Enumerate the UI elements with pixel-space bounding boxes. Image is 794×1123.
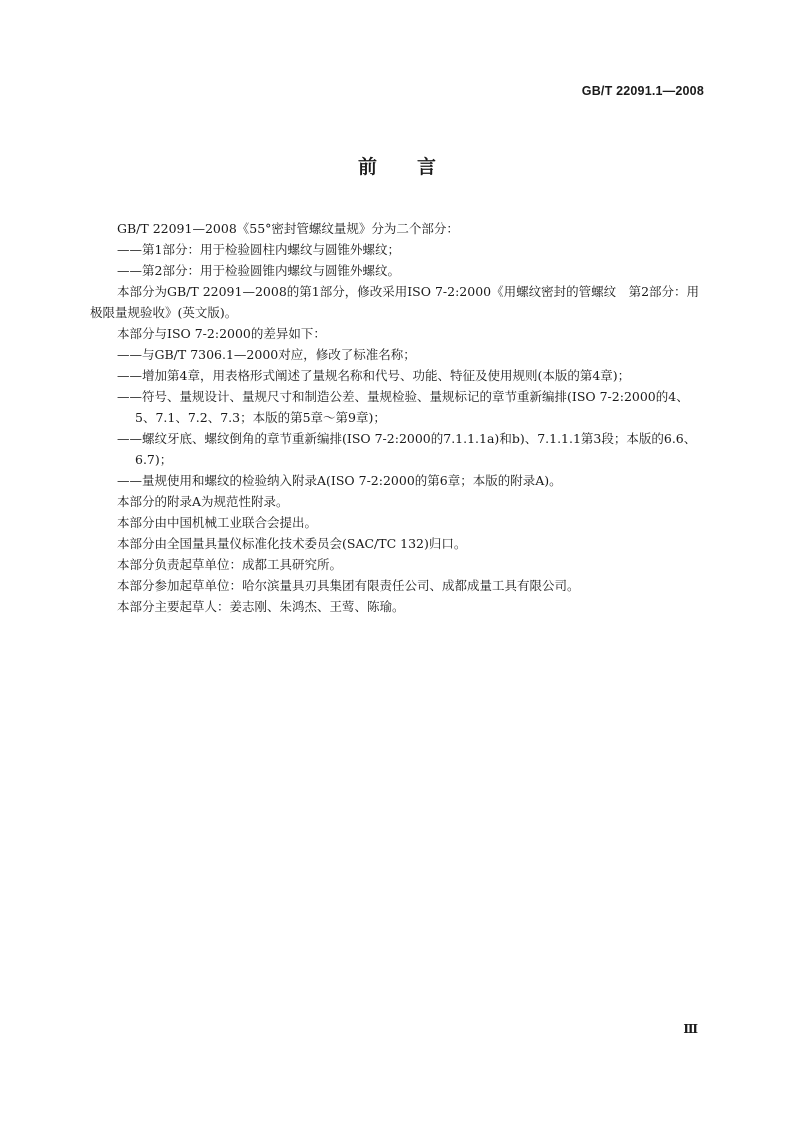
- paragraph-differences: 本部分与ISO 7-2:2000的差异如下：: [117, 326, 326, 341]
- page-number: Ⅲ: [683, 1022, 698, 1036]
- paragraph-drafting-unit: 本部分负责起草单位：成都工具研究所。: [117, 557, 343, 572]
- list-item-part1: ——第1部分：用于检验圆柱内螺纹与圆锥外螺纹；: [117, 242, 400, 257]
- list-item-part2: ——第2部分：用于检验圆锥内螺纹与圆锥外螺纹。: [117, 263, 400, 278]
- paragraph-drafters: 本部分主要起草人：姜志刚、朱鸿杰、王莺、陈瑜。: [117, 599, 405, 614]
- list-item-difference-5: ——量规使用和螺纹的检验纳入附录A(ISO 7-2:2000的第6章；本版的附录A)。: [117, 473, 562, 488]
- paragraph-proposed-by: 本部分由中国机械工业联合会提出。: [117, 515, 318, 530]
- standard-number: GB/T 22091.1—2008: [581, 84, 704, 98]
- paragraph-under-jurisdiction: 本部分由全国量具量仪标准化技术委员会(SAC/TC 132)归口。: [117, 536, 467, 551]
- paragraph-participating-units: 本部分参加起草单位：哈尔滨量具刃具集团有限责任公司、成都成量工具有限公司。: [117, 578, 580, 593]
- list-item-difference-4: ——螺纹牙底、螺纹倒角的章节重新编排(ISO 7-2:2000的7.1.1.1a)和b)、7.1.1.1第3段；本版的6.6、6.7)；: [117, 431, 697, 467]
- paragraph-annex: 本部分的附录A为规范性附录。: [117, 494, 289, 509]
- list-item-difference-3: ——符号、量规设计、量规尺寸和制造公差、量规检验、量规标记的章节重新编排(ISO 7-2:2000的4、5、7.1、7.2、7.3；本版的第5章～第9章)；: [117, 389, 689, 425]
- foreword-body: [90, 218, 708, 617]
- list-item-difference-1: ——与GB/T 7306.1—2000对应，修改了标准名称；: [117, 347, 416, 362]
- paragraph-intro: GB/T 22091—2008《55°密封管螺纹量规》分为二个部分：: [117, 221, 459, 236]
- paragraph-adoption: 本部分为GB/T 22091—2008的第1部分，修改采用ISO 7-2:2000《用螺纹密封的管螺纹 第2部分：用极限量规验收》(英文版)。: [90, 284, 700, 320]
- page-title: 前言: [357, 156, 476, 178]
- list-item-difference-2: ——增加第4章，用表格形式阐述了量规名称和代号、功能、特征及使用规则(本版的第4章)；: [117, 368, 631, 383]
